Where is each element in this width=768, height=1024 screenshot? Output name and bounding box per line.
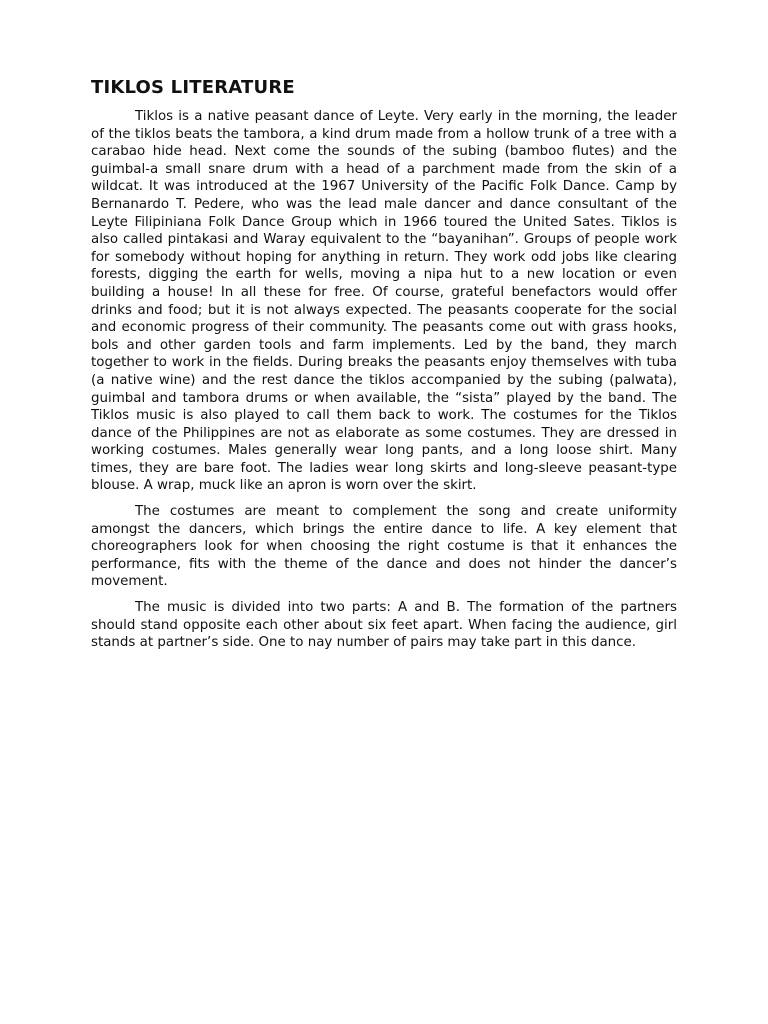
document-page: [91, 76, 677, 660]
body-paragraph-2: The costumes are meant to complement the song and create uniformity amongst the dancers, which brings the entire dance to life. A key element that choreographers look for when choosing the right costume is that it enhances the performance, fits with the theme of the dance and does not hinder the dancer’s movement.: [91, 504, 677, 590]
document-title: TIKLOS LITERATURE: [91, 77, 295, 98]
body-paragraph-1: Tiklos is a native peasant dance of Leyte. Very early in the morning, the leader of the tiklos beats the tambora, a kind drum made from a hollow trunk of a tree with a carabao hide head. Next come the sounds of the subing (bamboo flutes) and the guimbal-a small snare drum with a head of a parchment made from the skin of a wildcat. It was introduced at the 1967 University of the Pacific Folk Dance. Camp by Bernanardo T. Pedere, who was the lead male dancer and dance consultant of the Leyte Filipiniana Folk Dance Group which in 1966 toured the United Sates. Tiklos is also called pintakasi and Waray equivalent to the “bayanihan”. Groups of people work for somebody without hoping for anything in return. They work odd jobs like clearing forests, digging the earth for wells, moving a nipa hut to a new location or even building a house! In all these for free. Of course, grateful benefactors would offer drinks and food; but it is not always expected. The peasants cooperate for the social and economic progress of their community. The peasants come out with grass hooks, bols and other garden tools and farm implements. Led by the band, they march together to work in the fields. During breaks the peasants enjoy themselves with tuba (a native wine) and the rest dance the tiklos accompanied by the subing (palwata), guimbal and tambora drums or when available, the “sista” played by the band. The Tiklos music is also played to call them back to work. The costumes for the Tiklos dance of the Philippines are not as elaborate as some costumes. They are dressed in working costumes. Males generally wear long pants, and a long loose shirt. Many times, they are bare foot. The ladies wear long skirts and long-sleeve peasant-type blouse. A wrap, muck like an apron is worn over the skirt.: [91, 109, 677, 494]
body-paragraph-3: The music is divided into two parts: A and B. The formation of the partners should stand opposite each other about six feet apart. When facing the audience, girl stands at partner’s side. One to nay number of pairs may take part in this dance.: [91, 600, 677, 651]
